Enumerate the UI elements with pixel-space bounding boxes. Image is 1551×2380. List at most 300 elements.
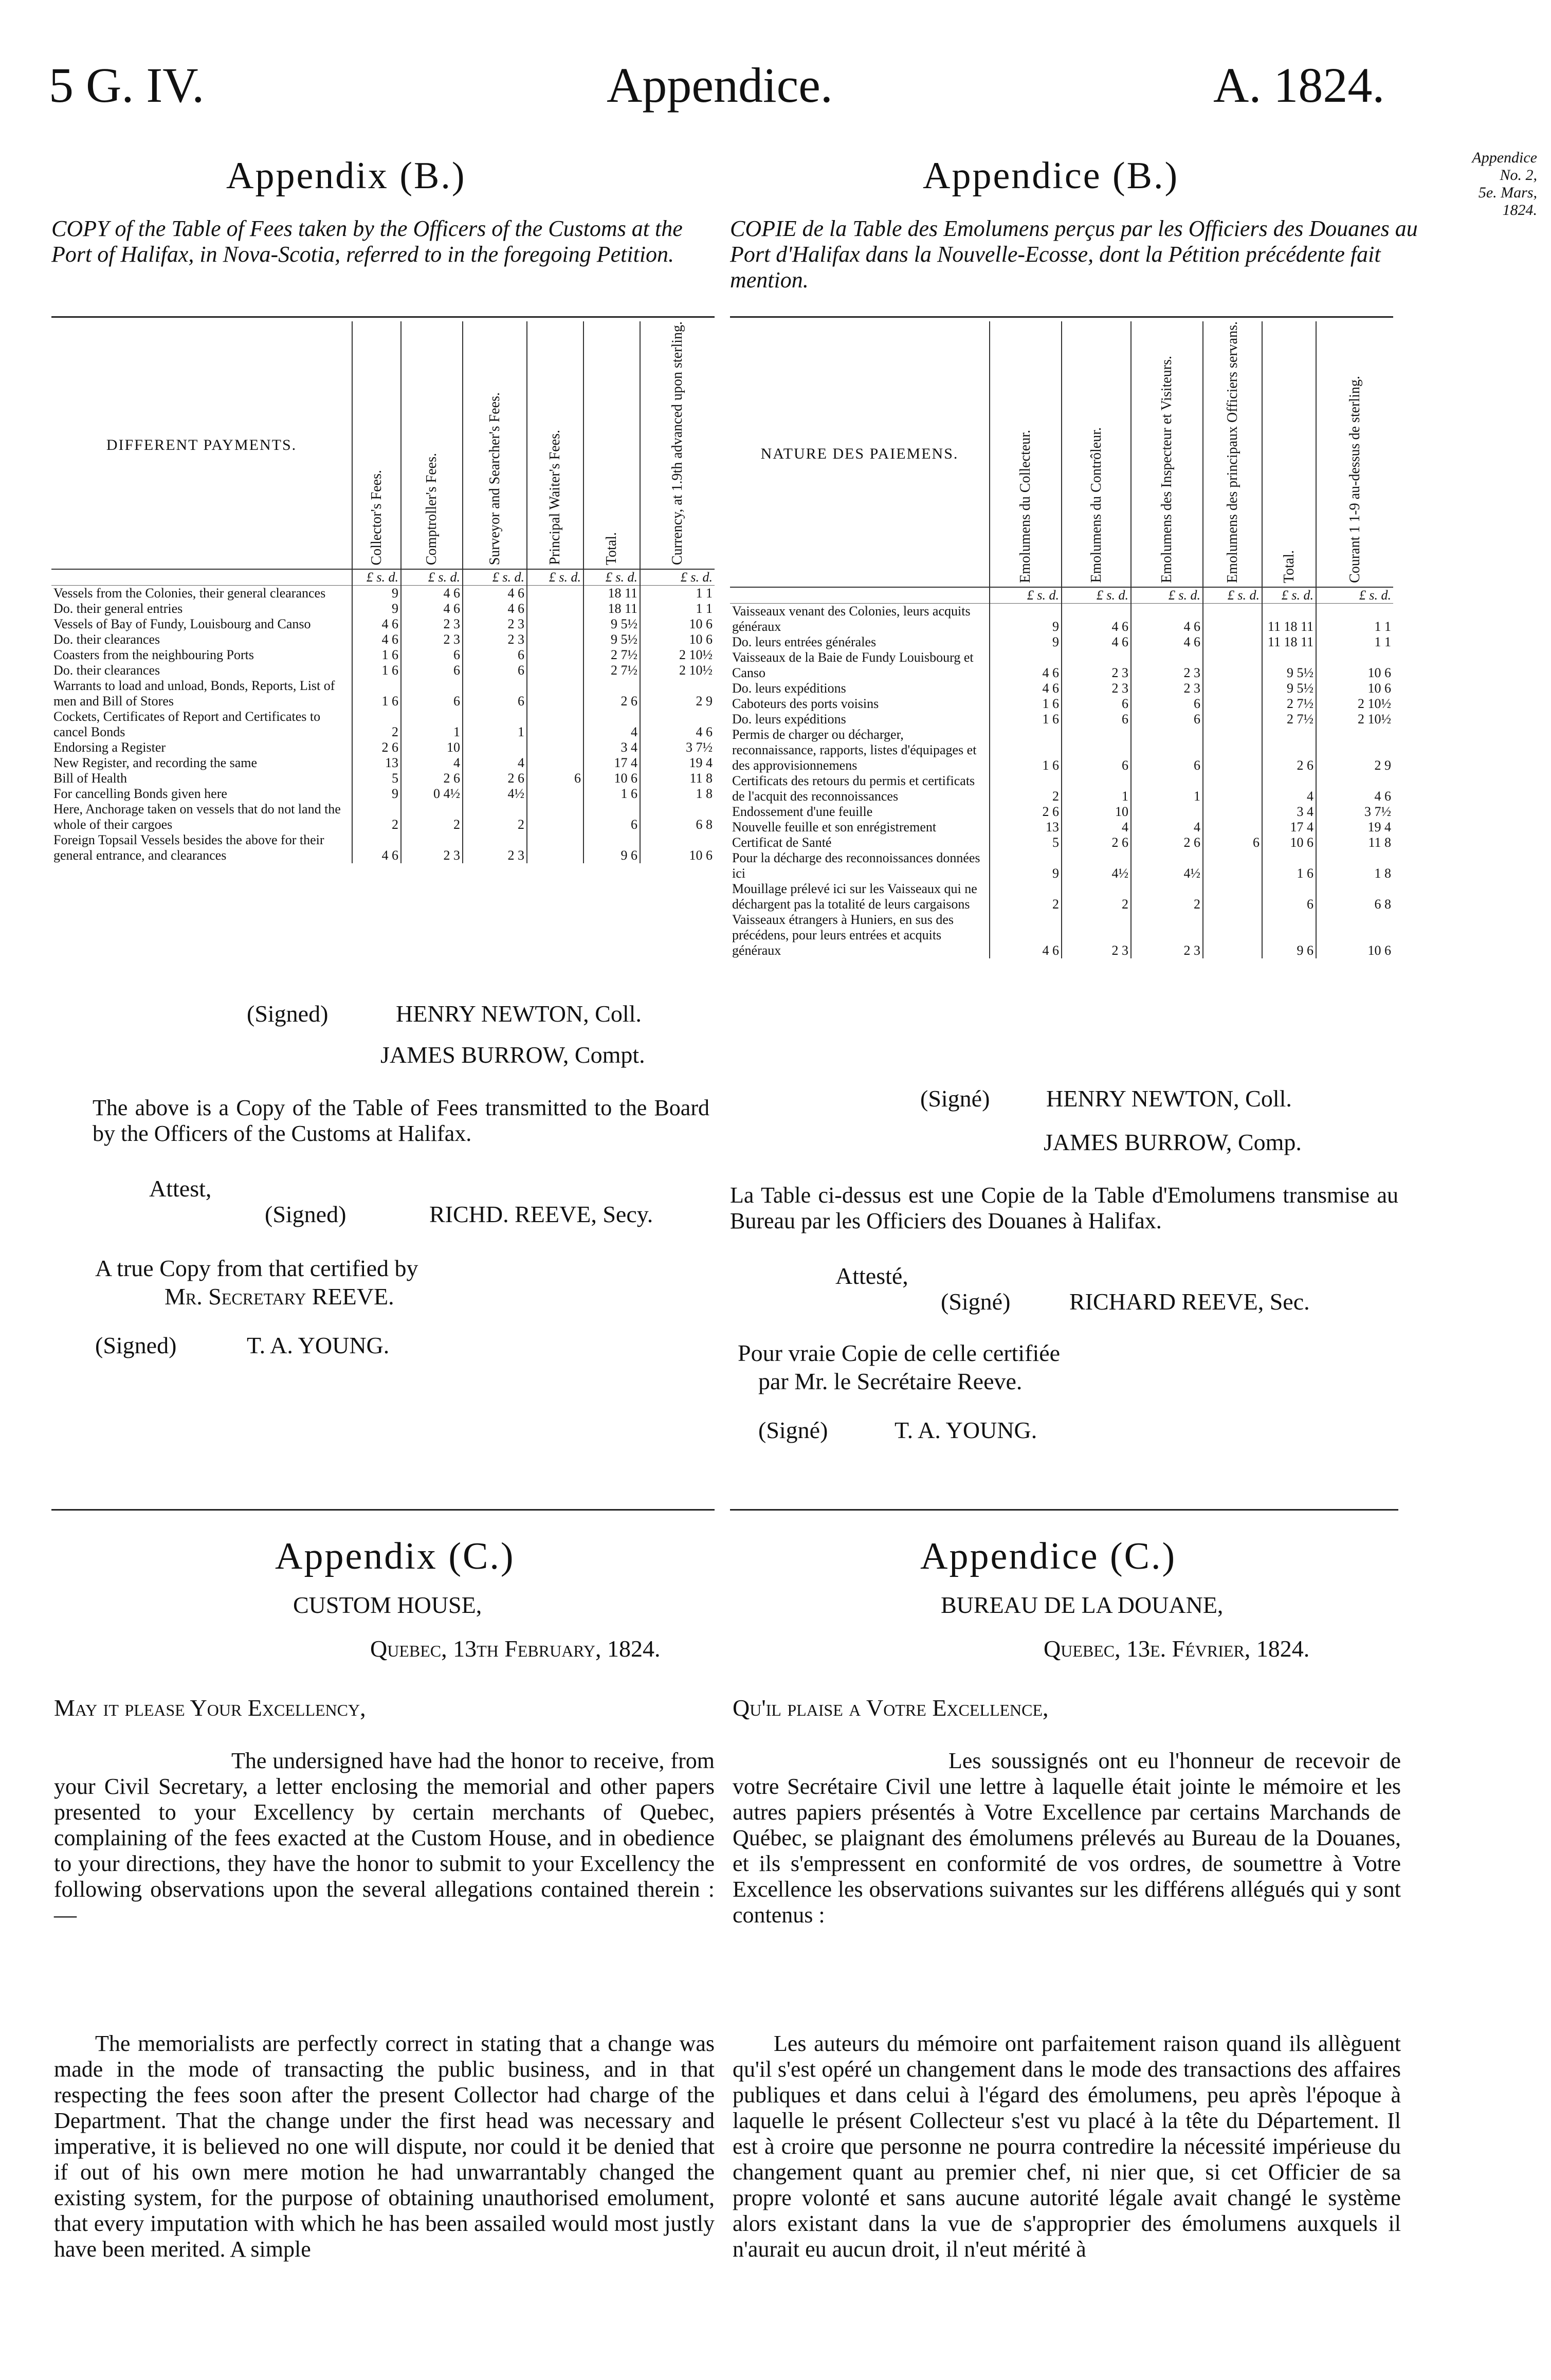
table-row: [730, 881, 1393, 912]
fee-cell: 2 10½: [640, 663, 715, 678]
table-top-rule-fr: [730, 316, 1393, 318]
fee-cell: 1 6: [583, 786, 640, 802]
table-row: [51, 832, 715, 863]
fee-cell: 2 3: [1062, 681, 1131, 696]
fee-cell: 2 3: [463, 632, 527, 647]
paragraph-1-fr: Les soussignés ont eu l'honneur de recevoir de votre Secrétaire Civil une lettre à laquelle était jointe le mémoire et les autres papiers présentés à Votre Excellence par certains Marchands de Québec, se plaignant des émolumens prélevés au Bureau de la Douanes, et ils s'empressent en conformité de vos ordres, de soumettre à Votre Excellence les observations suivantes sur les différens allégués qui y sont contenus :: [733, 1748, 1401, 1928]
fee-cell: [527, 647, 583, 663]
custom-house-fr: BUREAU DE LA DOUANE,: [941, 1592, 1224, 1618]
table-row: [51, 601, 715, 616]
fee-cell: 1: [401, 709, 463, 740]
fee-cell: 6: [401, 647, 463, 663]
fee-cell: 9 5½: [583, 616, 640, 632]
table-row: [51, 709, 715, 740]
fee-cell: [1203, 634, 1262, 650]
col-header: Emolumens des Inspecteur et Visiteurs.: [1159, 355, 1175, 583]
fee-cell: 2 6: [401, 771, 463, 786]
fee-cell: 2: [1131, 881, 1203, 912]
fee-cell: 2 6: [463, 771, 527, 786]
letter-date-en: [370, 1635, 661, 1662]
fee-cell: 4 6: [352, 616, 401, 632]
signatory-young-fr: T. A. YOUNG.: [895, 1417, 1037, 1443]
fee-cell: 9: [990, 634, 1062, 650]
units-cell: £ s. d.: [640, 569, 715, 586]
appendix-c-title-fr: Appendice (C.): [920, 1535, 1177, 1577]
fee-cell: 6: [401, 678, 463, 709]
fee-cell: 10: [1062, 804, 1131, 820]
table-row: [51, 663, 715, 678]
paragraph-2-fr: Les auteurs du mémoire ont parfaitement raison quand ils allèguent qu'il s'est opéré un changement dans le mode des transactions des affaires publiques et dans celui à l'égard des émolumens, peu après l'époque à laquelle le présent Collecteur s'est vu placé à la tête du Département. Il est à croire que personne ne pourra contredire la nécessité impérieuse du changement quant au premier chef, ni nier que, si cet Officier de sa propre volonté et sans aucune autorité légale avait changé le système alors existant dans la vue de s'approprier des émolumens auxquels il n'aurait eu aucun droit, il n'eut mérité à: [733, 2031, 1401, 2262]
fee-cell: 6 8: [1316, 881, 1393, 912]
fee-cell: 2 10½: [640, 647, 715, 663]
fee-cell: 2 3: [401, 632, 463, 647]
fee-cell: 4 6: [401, 601, 463, 616]
fee-cell: [527, 740, 583, 755]
units-cell: £ s. d.: [583, 569, 640, 586]
fee-cell: 6: [1131, 727, 1203, 773]
payment-label: Coasters from the neighbouring Ports: [53, 647, 254, 663]
fee-cell: 2: [352, 802, 401, 832]
col-header: Emolumens des principaux Officiers servans.: [1224, 321, 1240, 583]
units-cell: £ s. d.: [463, 569, 527, 586]
payment-label: Endossement d'une feuille: [732, 804, 873, 819]
payment-label: New Register, and recording the same: [53, 755, 258, 771]
fee-cell: 2 9: [1316, 727, 1393, 773]
fee-cell: [527, 755, 583, 771]
fee-cell: 4: [463, 755, 527, 771]
fee-cell: 10 6: [1316, 681, 1393, 696]
letter-date-text: Quebec, 13e. Février, 1824.: [1044, 1636, 1310, 1662]
fee-cell: 2 6: [583, 678, 640, 709]
fee-cell: 1 6: [352, 647, 401, 663]
signed-fr-1: (Signé): [920, 1085, 990, 1112]
fee-cell: 2 7½: [583, 647, 640, 663]
units-cell: £ s. d.: [352, 569, 401, 586]
payment-label: Certificats des retours du permis et certificats de l'acquit des reconnoissances: [732, 773, 975, 804]
copy-statement-en: The above is a Copy of the Table of Fees transmitted to the Board by the Officers of the Customs at Halifax.: [93, 1095, 709, 1146]
fee-cell: 6: [527, 771, 583, 786]
table-row: [730, 634, 1393, 650]
fee-cell: [1203, 912, 1262, 958]
col-header: Principal Waiter's Fees.: [547, 430, 563, 566]
fee-cell: [527, 802, 583, 832]
section-rule-en: [51, 1509, 715, 1511]
payment-label: Cockets, Certificates of Report and Certificates to cancel Bonds: [53, 709, 321, 740]
fee-cell: 9: [990, 603, 1062, 634]
fee-cell: 4½: [463, 786, 527, 802]
fee-cell: 0 4½: [401, 786, 463, 802]
fee-cell: 9: [352, 786, 401, 802]
fee-cell: [527, 678, 583, 709]
signed-en-2: (Signed): [265, 1201, 346, 1227]
fee-cell: 2 7½: [1262, 712, 1316, 727]
fee-cell: 4 6: [640, 709, 715, 740]
fee-cell: [1203, 804, 1262, 820]
letter-date-fr: [1044, 1635, 1309, 1662]
fee-cell: 11 8: [640, 771, 715, 786]
true-copy-en-1: A true Copy from that certified by: [95, 1255, 418, 1281]
table-row: [730, 820, 1393, 835]
signed-en-3: (Signed): [95, 1332, 177, 1358]
col-header: Currency, at 1.9th advanced upon sterling.: [669, 321, 685, 566]
fee-cell: 4 6: [463, 601, 527, 616]
fee-cell: 2: [990, 773, 1062, 804]
units-cell: £ s. d.: [527, 569, 583, 586]
fee-cell: 3 4: [583, 740, 640, 755]
fee-cell: 2 10½: [1316, 712, 1393, 727]
payment-label: Do. leurs expéditions: [732, 711, 846, 726]
fee-cell: 2 7½: [1262, 696, 1316, 712]
payment-label: Permis de charger ou décharger, reconnaissance, rapports, listes d'équipages et des approvisionnemens: [732, 726, 977, 773]
table-row: [730, 712, 1393, 727]
fee-cell: 9 5½: [1262, 650, 1316, 681]
copy-statement-fr: La Table ci-dessus est une Copie de la Table d'Emolumens transmise au Bureau par les Officiers des Douanes à Halifax.: [730, 1183, 1398, 1233]
fee-cell: 2: [990, 881, 1062, 912]
fee-cell: 1 8: [1316, 850, 1393, 881]
signatory-newton-en: HENRY NEWTON, Coll.: [396, 1001, 642, 1027]
salutation-fr: Qu'il plaise a Votre Excellence,: [733, 1695, 1049, 1721]
header-left: 5 G. IV.: [49, 58, 205, 113]
fee-cell: [1131, 804, 1203, 820]
table-row: [51, 771, 715, 786]
fee-cell: 2 3: [401, 616, 463, 632]
fee-cell: [1203, 881, 1262, 912]
fee-cell: 17 4: [1262, 820, 1316, 835]
fee-cell: 2: [1062, 881, 1131, 912]
fees-table-en: [51, 321, 715, 863]
fee-cell: 1: [1062, 773, 1131, 804]
fee-cell: 11 18 11: [1262, 634, 1316, 650]
attest-fr: Attesté,: [835, 1263, 908, 1289]
fee-cell: [527, 832, 583, 863]
fee-cell: 6: [1203, 835, 1262, 850]
fee-cell: 6: [1131, 712, 1203, 727]
units-cell: [51, 569, 352, 586]
fee-cell: [527, 616, 583, 632]
col-header: Comptroller's Fees.: [424, 452, 440, 566]
fee-cell: 19 4: [1316, 820, 1393, 835]
fee-cell: 2 3: [1062, 912, 1131, 958]
payment-label: Endorsing a Register: [53, 740, 166, 755]
payment-label: Vessels from the Colonies, their general clearances: [53, 586, 326, 601]
paragraph-1-en: The undersigned have had the honor to receive, from your Civil Secretary, a letter enclosing the memorial and other papers presented to your Excellency by certain merchants of Quebec, complaining of the fees exacted at the Custom House, and in obedience to your directions, they have the honor to submit to your Excellency the following observations upon the several allegations contained therein :—: [54, 1748, 715, 1928]
sidenote-line4: 1824.: [1502, 202, 1537, 219]
fee-cell: 2 3: [401, 832, 463, 863]
payment-label: Vaisseaux de la Baie de Fundy Louisbourg et Canso: [732, 649, 974, 680]
fee-cell: 4 6: [463, 586, 527, 602]
payment-label: Bill of Health: [53, 771, 127, 786]
table-row: [51, 632, 715, 647]
fee-cell: 4 6: [352, 632, 401, 647]
col-header: DIFFERENT PAYMENTS.: [51, 321, 352, 569]
table-row: [51, 802, 715, 832]
fee-cell: [1203, 727, 1262, 773]
fee-cell: 2 6: [1062, 835, 1131, 850]
table-row: [730, 603, 1393, 634]
header-right: A. 1824.: [1213, 58, 1385, 113]
fee-cell: 1 6: [352, 678, 401, 709]
table-row: [730, 727, 1393, 773]
signed-fr-2: (Signé): [941, 1288, 1011, 1315]
fee-cell: 9 6: [583, 832, 640, 863]
fee-cell: 2 7½: [583, 663, 640, 678]
fee-cell: 10 6: [1316, 912, 1393, 958]
sidenote-line3: 5e. Mars,: [1478, 184, 1537, 201]
fee-cell: 4 6: [1131, 603, 1203, 634]
fee-cell: 6: [463, 647, 527, 663]
fee-cell: 4 6: [1062, 603, 1131, 634]
sidenote-line2: No. 2,: [1500, 167, 1537, 184]
fee-cell: [1203, 850, 1262, 881]
fee-cell: 4½: [1131, 850, 1203, 881]
fee-cell: 6: [463, 663, 527, 678]
appendix-c-title-en: Appendix (C.): [275, 1535, 515, 1577]
fee-cell: 1 8: [640, 786, 715, 802]
fee-cell: 6: [463, 678, 527, 709]
fee-cell: 1 6: [352, 663, 401, 678]
fee-cell: 6: [1062, 727, 1131, 773]
fee-cell: 4½: [1062, 850, 1131, 881]
fee-cell: [1203, 712, 1262, 727]
table-row: [730, 850, 1393, 881]
fee-cell: 9 6: [1262, 912, 1316, 958]
fee-cell: 4 6: [990, 650, 1062, 681]
col-header: NATURE DES PAIEMENS.: [730, 321, 990, 587]
fee-cell: 2 6: [1131, 835, 1203, 850]
units-cell: [730, 587, 990, 604]
fee-cell: 1: [463, 709, 527, 740]
payment-label: Vaisseaux étrangers à Huniers, en sus des précédens, pour leurs entrées et acquits généraux: [732, 912, 954, 958]
signatory-reeve-fr: RICHARD REEVE, Sec.: [1069, 1288, 1310, 1315]
fee-cell: 2 3: [1131, 681, 1203, 696]
fee-cell: 10 6: [640, 632, 715, 647]
fee-cell: 1 1: [1316, 603, 1393, 634]
fee-cell: 2: [352, 709, 401, 740]
col-header: Total.: [604, 532, 619, 566]
payment-label: Do. their general entries: [53, 601, 183, 616]
col-header: Total.: [1281, 550, 1297, 583]
fee-cell: 19 4: [640, 755, 715, 771]
fee-cell: 1 6: [990, 727, 1062, 773]
table-row: [51, 616, 715, 632]
table-row: [730, 835, 1393, 850]
payment-label: Vaisseaux venant des Colonies, leurs acquits généraux: [732, 603, 971, 634]
fee-cell: [1203, 696, 1262, 712]
table-row: [51, 786, 715, 802]
payment-label: Pour la décharge des reconnoissances données ici: [732, 850, 980, 881]
table-row: [730, 650, 1393, 681]
appendix-b-intro-fr: COPIE de la Table des Emolumens perçus par les Officiers des Douanes au Port d'Halifax dans la Nouvelle-Ecosse, dont la Pétition précédente fait mention.: [730, 216, 1418, 293]
table-top-rule-en: [51, 316, 715, 318]
fee-cell: [527, 786, 583, 802]
signatory-newton-fr: HENRY NEWTON, Coll.: [1046, 1085, 1292, 1112]
fee-cell: 18 11: [583, 586, 640, 602]
fee-cell: 10 6: [640, 616, 715, 632]
fee-cell: 4 6: [1062, 634, 1131, 650]
fee-cell: [527, 632, 583, 647]
col-header: Courant 1 1-9 au-dessus de sterling.: [1346, 375, 1363, 583]
fee-cell: 2 3: [1062, 650, 1131, 681]
fee-cell: 2 6: [352, 740, 401, 755]
true-copy-en-2: Mr. Secretary REEVE.: [165, 1283, 394, 1310]
fee-cell: 1: [1131, 773, 1203, 804]
units-cell: £ s. d.: [1062, 587, 1131, 604]
appendix-b-title-en: Appendix (B.): [226, 155, 466, 197]
fee-cell: 1 6: [1262, 850, 1316, 881]
fee-cell: 4 6: [990, 681, 1062, 696]
units-cell: £ s. d.: [1203, 587, 1262, 604]
fee-cell: 6: [401, 663, 463, 678]
appendix-b-title-fr: Appendice (B.): [923, 155, 1179, 197]
signed-en-1: (Signed): [247, 1001, 329, 1027]
fee-cell: 17 4: [583, 755, 640, 771]
col-header: Emolumens du Collecteur.: [1017, 429, 1033, 583]
units-cell: £ s. d.: [401, 569, 463, 586]
col-header: Emolumens du Contrôleur.: [1088, 427, 1104, 583]
table-row: [730, 773, 1393, 804]
signatory-burrow-fr: JAMES BURROW, Comp.: [1044, 1129, 1302, 1155]
fee-cell: 2 3: [463, 832, 527, 863]
fees-table-fr: [730, 321, 1393, 958]
signatory-reeve-en: RICHD. REEVE, Secy.: [429, 1201, 653, 1227]
fee-cell: 9: [352, 586, 401, 602]
units-cell: £ s. d.: [1262, 587, 1316, 604]
signatory-burrow-en: JAMES BURROW, Compt.: [380, 1042, 645, 1068]
salutation-en: May it please Your Excellency,: [54, 1695, 366, 1721]
fee-cell: 2 6: [1262, 727, 1316, 773]
fee-cell: 3 4: [1262, 804, 1316, 820]
payment-label: For cancelling Bonds given here: [53, 786, 227, 802]
table-row: [730, 912, 1393, 958]
true-copy-fr-2: par Mr. le Secrétaire Reeve.: [758, 1368, 1023, 1394]
fee-cell: 1 1: [640, 601, 715, 616]
fee-cell: 6: [1262, 881, 1316, 912]
fee-cell: 4: [583, 709, 640, 740]
fee-cell: [527, 601, 583, 616]
fee-cell: 6: [1131, 696, 1203, 712]
fee-cell: 2 9: [640, 678, 715, 709]
fee-cell: 9: [352, 601, 401, 616]
fee-cell: 2 3: [463, 616, 527, 632]
fee-cell: 3 7½: [640, 740, 715, 755]
fee-cell: [463, 740, 527, 755]
fee-cell: [527, 663, 583, 678]
table-row: [730, 804, 1393, 820]
fee-cell: [1203, 820, 1262, 835]
fee-cell: 5: [990, 835, 1062, 850]
paragraph-2-en: The memorialists are perfectly correct in stating that a change was made in the mode of transacting the public business, and in that respecting the fees soon after the present Collector had charge of the Department. That the change under the first head was necessary and imperative, it is believed no one will dispute, nor could it be denied that if out of his own mere motion he had unwarrantably changed the existing system, for the purpose of obtaining unauthorised emolument, that every imputation with which he has been assailed would most justly have been merited. A simple: [54, 2031, 715, 2262]
fee-cell: 6: [583, 802, 640, 832]
fee-cell: 2: [463, 802, 527, 832]
fee-cell: [1203, 681, 1262, 696]
fee-cell: 4: [1062, 820, 1131, 835]
fee-cell: 6: [1062, 712, 1131, 727]
payment-label: Here, Anchorage taken on vessels that do not land the whole of their cargoes: [53, 802, 341, 832]
fee-cell: 6: [1062, 696, 1131, 712]
table-row: [51, 586, 715, 602]
payment-label: Foreign Topsail Vessels besides the above for their general entrance, and clearances: [53, 832, 324, 863]
fee-cell: [1203, 603, 1262, 634]
payment-label: Do. their clearances: [53, 632, 160, 647]
fee-cell: [527, 709, 583, 740]
fee-cell: 2 3: [1131, 650, 1203, 681]
table-row: [51, 755, 715, 771]
fee-cell: 4 6: [990, 912, 1062, 958]
attest-en: Attest,: [149, 1175, 212, 1202]
fee-cell: 1 1: [640, 586, 715, 602]
fee-cell: 11 8: [1316, 835, 1393, 850]
payment-label: Vessels of Bay of Fundy, Louisbourg and Canso: [53, 616, 311, 632]
fee-cell: 1 6: [990, 696, 1062, 712]
fee-cell: 9: [990, 850, 1062, 881]
section-rule-fr: [730, 1509, 1398, 1511]
header-center: Appendice.: [607, 58, 833, 113]
fee-cell: 10 6: [640, 832, 715, 863]
fee-cell: 3 7½: [1316, 804, 1393, 820]
fee-cell: [1203, 773, 1262, 804]
fee-cell: 9 5½: [583, 632, 640, 647]
payment-label: Warrants to load and unload, Bonds, Reports, List of men and Bill of Stores: [53, 678, 335, 709]
fee-cell: 10 6: [1262, 835, 1316, 850]
payment-label: Do. their clearances: [53, 663, 160, 678]
fee-cell: 5: [352, 771, 401, 786]
fee-cell: 13: [352, 755, 401, 771]
table-row: [730, 681, 1393, 696]
units-cell: £ s. d.: [990, 587, 1062, 604]
fee-cell: 13: [990, 820, 1062, 835]
fee-cell: 4 6: [1131, 634, 1203, 650]
appendix-b-intro-en: COPY of the Table of Fees taken by the Officers of the Customs at the Port of Halifax, in Nova-Scotia, referred to in the foregoing Petition.: [51, 216, 683, 267]
fee-cell: 9 5½: [1262, 681, 1316, 696]
fee-cell: [527, 586, 583, 602]
fee-cell: 2 3: [1131, 912, 1203, 958]
fee-cell: 2: [401, 802, 463, 832]
fee-cell: 11 18 11: [1262, 603, 1316, 634]
signatory-young-en: T. A. YOUNG.: [247, 1332, 390, 1358]
custom-house-en: CUSTOM HOUSE,: [293, 1592, 482, 1618]
fee-cell: 2 10½: [1316, 696, 1393, 712]
fee-cell: 4: [401, 755, 463, 771]
fee-cell: 4: [1262, 773, 1316, 804]
fee-cell: 10 6: [583, 771, 640, 786]
table-row: [51, 678, 715, 709]
fee-cell: 18 11: [583, 601, 640, 616]
payment-label: Mouillage prélevé ici sur les Vaisseaux qui ne déchargent pas la totalité de leurs cargaisons: [732, 881, 977, 912]
fee-cell: 10 6: [1316, 650, 1393, 681]
table-row: [730, 696, 1393, 712]
sidenote-line1: Appendice: [1472, 149, 1537, 166]
fee-cell: 1 6: [990, 712, 1062, 727]
fee-cell: 4 6: [352, 832, 401, 863]
units-cell: £ s. d.: [1316, 587, 1393, 604]
col-header: Collector's Fees.: [368, 469, 385, 566]
true-copy-fr-1: Pour vraie Copie de celle certifiée: [738, 1340, 1061, 1366]
fee-cell: 2 6: [990, 804, 1062, 820]
table-row: [51, 740, 715, 755]
sidenote: [1450, 149, 1537, 219]
col-header: Surveyor and Searcher's Fees.: [486, 392, 503, 566]
fee-cell: [1203, 650, 1262, 681]
signed-fr-3: (Signé): [758, 1417, 828, 1443]
fee-cell: 4 6: [401, 586, 463, 602]
table-row: [51, 647, 715, 663]
payment-label: Caboteurs des ports voisins: [732, 696, 879, 711]
fees-table-en-wrap: [51, 321, 715, 863]
fee-cell: 4: [1131, 820, 1203, 835]
payment-label: Certificat de Santé: [732, 834, 832, 850]
fees-table-fr-wrap: [730, 321, 1393, 958]
fee-cell: 10: [401, 740, 463, 755]
